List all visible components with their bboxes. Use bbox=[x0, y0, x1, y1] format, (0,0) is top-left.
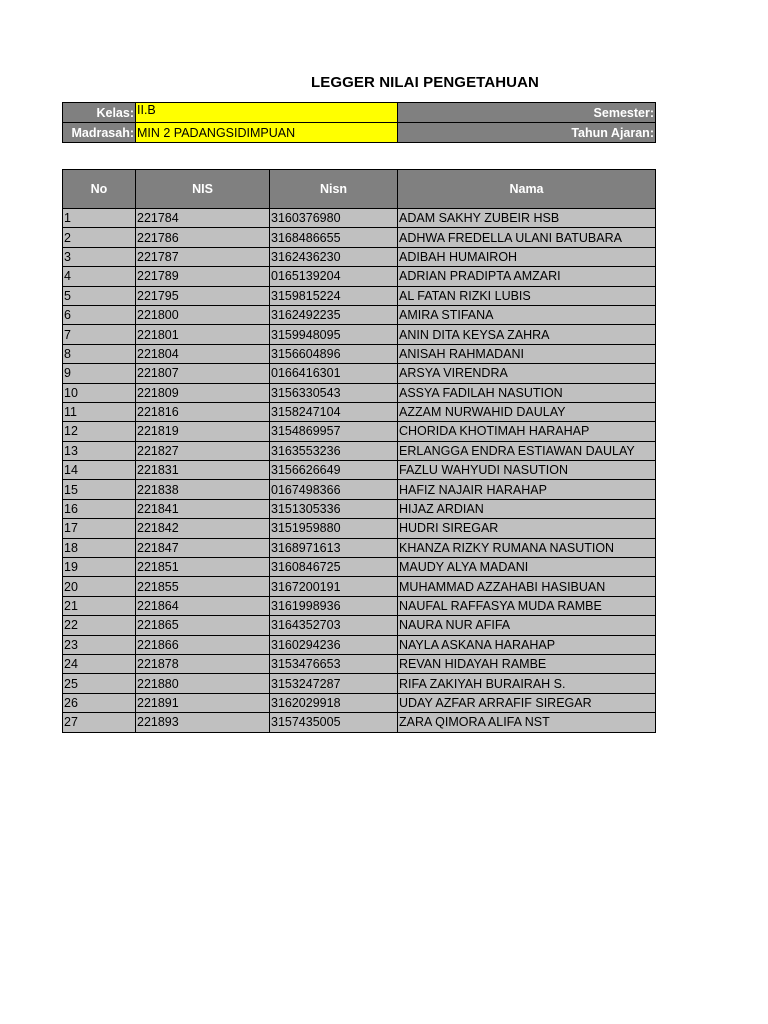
cell-nis[interactable]: 221851 bbox=[136, 558, 270, 577]
table-row bbox=[63, 247, 656, 266]
madrasah-value-cell[interactable]: MIN 2 PADANGSIDIMPUAN bbox=[136, 123, 398, 143]
cell-no[interactable]: 22 bbox=[63, 616, 136, 635]
cell-nisn[interactable]: 3160376980 bbox=[270, 209, 398, 228]
column-header-nis[interactable]: NIS bbox=[136, 170, 270, 209]
table-row bbox=[63, 422, 656, 441]
table-row bbox=[63, 596, 656, 615]
cell-nama[interactable]: UDAY AZFAR ARRAFIF SIREGAR bbox=[398, 693, 656, 712]
table-row bbox=[63, 519, 656, 538]
cell-nis[interactable]: 221831 bbox=[136, 461, 270, 480]
cell-nis[interactable]: 221866 bbox=[136, 635, 270, 654]
table-row bbox=[63, 383, 656, 402]
class-info-row-madrasah bbox=[63, 123, 656, 143]
cell-nisn[interactable]: 3163553236 bbox=[270, 441, 398, 460]
cell-nis[interactable]: 221827 bbox=[136, 441, 270, 460]
cell-nis[interactable]: 221878 bbox=[136, 654, 270, 673]
cell-no[interactable]: 1 bbox=[63, 209, 136, 228]
student-table-body bbox=[63, 209, 656, 733]
cell-nisn[interactable]: 3161998936 bbox=[270, 596, 398, 615]
cell-nama[interactable]: NAURA NUR AFIFA bbox=[398, 616, 656, 635]
table-row bbox=[63, 713, 656, 732]
table-row bbox=[63, 325, 656, 344]
cell-nama[interactable]: ANISAH RAHMADANI bbox=[398, 344, 656, 363]
table-row bbox=[63, 344, 656, 363]
cell-nis[interactable]: 221795 bbox=[136, 286, 270, 305]
cell-no[interactable]: 5 bbox=[63, 286, 136, 305]
cell-nama[interactable]: AL FATAN RIZKI LUBIS bbox=[398, 286, 656, 305]
cell-no[interactable]: 17 bbox=[63, 519, 136, 538]
table-row bbox=[63, 209, 656, 228]
cell-nis[interactable]: 221838 bbox=[136, 480, 270, 499]
cell-nisn[interactable]: 0167498366 bbox=[270, 480, 398, 499]
cell-nisn[interactable]: 3154869957 bbox=[270, 422, 398, 441]
table-row bbox=[63, 693, 656, 712]
cell-nis[interactable]: 221880 bbox=[136, 674, 270, 693]
class-info-row-kelas bbox=[63, 103, 656, 123]
table-row bbox=[63, 480, 656, 499]
table-row bbox=[63, 364, 656, 383]
cell-nisn[interactable]: 3159815224 bbox=[270, 286, 398, 305]
cell-nama[interactable]: REVAN HIDAYAH RAMBE bbox=[398, 654, 656, 673]
cell-nama[interactable]: ANIN DITA KEYSA ZAHRA bbox=[398, 325, 656, 344]
cell-nisn[interactable]: 3162492235 bbox=[270, 305, 398, 324]
cell-no[interactable]: 23 bbox=[63, 635, 136, 654]
table-row bbox=[63, 635, 656, 654]
cell-no[interactable]: 15 bbox=[63, 480, 136, 499]
cell-nis[interactable]: 221847 bbox=[136, 538, 270, 557]
cell-nama[interactable]: HUDRI SIREGAR bbox=[398, 519, 656, 538]
class-info-table bbox=[62, 102, 656, 143]
cell-no[interactable]: 13 bbox=[63, 441, 136, 460]
cell-no[interactable]: 27 bbox=[63, 713, 136, 732]
cell-nis[interactable]: 221800 bbox=[136, 305, 270, 324]
cell-no[interactable]: 26 bbox=[63, 693, 136, 712]
madrasah-label: Madrasah: bbox=[63, 123, 136, 143]
cell-nis[interactable]: 221784 bbox=[136, 209, 270, 228]
cell-nama[interactable]: ZARA QIMORA ALIFA NST bbox=[398, 713, 656, 732]
cell-nama[interactable]: NAYLA ASKANA HARAHAP bbox=[398, 635, 656, 654]
cell-no[interactable]: 16 bbox=[63, 499, 136, 518]
cell-nis[interactable]: 221809 bbox=[136, 383, 270, 402]
cell-nisn[interactable]: 3157435005 bbox=[270, 713, 398, 732]
student-table bbox=[62, 169, 656, 733]
cell-nama[interactable]: ADAM SAKHY ZUBEIR HSB bbox=[398, 209, 656, 228]
cell-nis[interactable]: 221865 bbox=[136, 616, 270, 635]
table-row bbox=[63, 286, 656, 305]
cell-nama[interactable]: KHANZA RIZKY RUMANA NASUTION bbox=[398, 538, 656, 557]
kelas-label: Kelas: bbox=[63, 103, 136, 123]
cell-nama[interactable]: ASSYA FADILAH NASUTION bbox=[398, 383, 656, 402]
cell-no[interactable]: 9 bbox=[63, 364, 136, 383]
cell-nama[interactable]: MAUDY ALYA MADANI bbox=[398, 558, 656, 577]
cell-nisn[interactable]: 3159948095 bbox=[270, 325, 398, 344]
cell-nis[interactable]: 221841 bbox=[136, 499, 270, 518]
table-row bbox=[63, 402, 656, 421]
table-row bbox=[63, 499, 656, 518]
table-row bbox=[63, 674, 656, 693]
cell-nisn[interactable]: 3151305336 bbox=[270, 499, 398, 518]
tahun-ajaran-label: Tahun Ajaran: bbox=[398, 123, 656, 143]
cell-nama[interactable]: HIJAZ ARDIAN bbox=[398, 499, 656, 518]
cell-no[interactable]: 11 bbox=[63, 402, 136, 421]
cell-nis[interactable]: 221891 bbox=[136, 693, 270, 712]
cell-no[interactable]: 25 bbox=[63, 674, 136, 693]
cell-nama[interactable]: AZZAM NURWAHID DAULAY bbox=[398, 402, 656, 421]
cell-nisn[interactable]: 3168971613 bbox=[270, 538, 398, 557]
cell-no[interactable]: 7 bbox=[63, 325, 136, 344]
cell-no[interactable]: 6 bbox=[63, 305, 136, 324]
cell-nisn[interactable]: 3153247287 bbox=[270, 674, 398, 693]
table-row bbox=[63, 616, 656, 635]
cell-nis[interactable]: 221801 bbox=[136, 325, 270, 344]
table-row bbox=[63, 577, 656, 596]
cell-no[interactable]: 21 bbox=[63, 596, 136, 615]
column-header-no[interactable]: No bbox=[63, 170, 136, 209]
kelas-value-cell[interactable]: II.B bbox=[136, 103, 398, 123]
cell-nama[interactable]: AMIRA STIFANA bbox=[398, 305, 656, 324]
cell-nis[interactable]: 221804 bbox=[136, 344, 270, 363]
cell-no[interactable]: 19 bbox=[63, 558, 136, 577]
cell-nisn[interactable]: 3162029918 bbox=[270, 693, 398, 712]
cell-nisn[interactable]: 3151959880 bbox=[270, 519, 398, 538]
cell-nama[interactable]: ARSYA VIRENDRA bbox=[398, 364, 656, 383]
cell-nama[interactable]: FAZLU WAHYUDI NASUTION bbox=[398, 461, 656, 480]
cell-nama[interactable]: ADIBAH HUMAIROH bbox=[398, 247, 656, 266]
cell-nis[interactable]: 221816 bbox=[136, 402, 270, 421]
cell-nisn[interactable]: 3156626649 bbox=[270, 461, 398, 480]
cell-nisn[interactable]: 0165139204 bbox=[270, 267, 398, 286]
cell-nis[interactable]: 221842 bbox=[136, 519, 270, 538]
table-row bbox=[63, 267, 656, 286]
sheet-title: LEGGER NILAI PENGETAHUAN bbox=[311, 74, 539, 91]
table-row bbox=[63, 441, 656, 460]
cell-nama[interactable]: ERLANGGA ENDRA ESTIAWAN DAULAY bbox=[398, 441, 656, 460]
cell-no[interactable]: 2 bbox=[63, 228, 136, 247]
cell-no[interactable]: 12 bbox=[63, 422, 136, 441]
cell-nisn[interactable]: 3168486655 bbox=[270, 228, 398, 247]
cell-nama[interactable]: MUHAMMAD AZZAHABI HASIBUAN bbox=[398, 577, 656, 596]
cell-no[interactable]: 4 bbox=[63, 267, 136, 286]
cell-nis[interactable]: 221807 bbox=[136, 364, 270, 383]
column-header-nama[interactable]: Nama bbox=[398, 170, 656, 209]
cell-nis[interactable]: 221864 bbox=[136, 596, 270, 615]
cell-no[interactable]: 18 bbox=[63, 538, 136, 557]
cell-nisn[interactable]: 0166416301 bbox=[270, 364, 398, 383]
cell-nisn[interactable]: 3156330543 bbox=[270, 383, 398, 402]
cell-nisn[interactable]: 3164352703 bbox=[270, 616, 398, 635]
cell-no[interactable]: 3 bbox=[63, 247, 136, 266]
cell-nisn[interactable]: 3158247104 bbox=[270, 402, 398, 421]
table-row bbox=[63, 538, 656, 557]
cell-nisn[interactable]: 3156604896 bbox=[270, 344, 398, 363]
cell-nama[interactable]: ADHWA FREDELLA ULANI BATUBARA bbox=[398, 228, 656, 247]
cell-nisn[interactable]: 3160846725 bbox=[270, 558, 398, 577]
student-table-header-row bbox=[63, 170, 656, 209]
cell-nisn[interactable]: 3153476653 bbox=[270, 654, 398, 673]
cell-no[interactable]: 20 bbox=[63, 577, 136, 596]
table-row bbox=[63, 461, 656, 480]
cell-nama[interactable]: ADRIAN PRADIPTA AMZARI bbox=[398, 267, 656, 286]
cell-nisn[interactable]: 3167200191 bbox=[270, 577, 398, 596]
cell-nama[interactable]: CHORIDA KHOTIMAH HARAHAP bbox=[398, 422, 656, 441]
cell-nisn[interactable]: 3162436230 bbox=[270, 247, 398, 266]
cell-nama[interactable]: NAUFAL RAFFASYA MUDA RAMBE bbox=[398, 596, 656, 615]
cell-nis[interactable]: 221893 bbox=[136, 713, 270, 732]
column-header-nisn[interactable]: Nisn bbox=[270, 170, 398, 209]
cell-nis[interactable]: 221789 bbox=[136, 267, 270, 286]
cell-nama[interactable]: RIFA ZAKIYAH BURAIRAH S. bbox=[398, 674, 656, 693]
semester-label: Semester: bbox=[398, 103, 656, 123]
cell-no[interactable]: 10 bbox=[63, 383, 136, 402]
cell-nis[interactable]: 221855 bbox=[136, 577, 270, 596]
cell-no[interactable]: 8 bbox=[63, 344, 136, 363]
cell-nisn[interactable]: 3160294236 bbox=[270, 635, 398, 654]
cell-nis[interactable]: 221819 bbox=[136, 422, 270, 441]
cell-nama[interactable]: HAFIZ NAJAIR HARAHAP bbox=[398, 480, 656, 499]
cell-no[interactable]: 14 bbox=[63, 461, 136, 480]
table-row bbox=[63, 228, 656, 247]
cell-no[interactable]: 24 bbox=[63, 654, 136, 673]
table-row bbox=[63, 558, 656, 577]
cell-nis[interactable]: 221786 bbox=[136, 228, 270, 247]
table-row bbox=[63, 654, 656, 673]
table-row bbox=[63, 305, 656, 324]
cell-nis[interactable]: 221787 bbox=[136, 247, 270, 266]
